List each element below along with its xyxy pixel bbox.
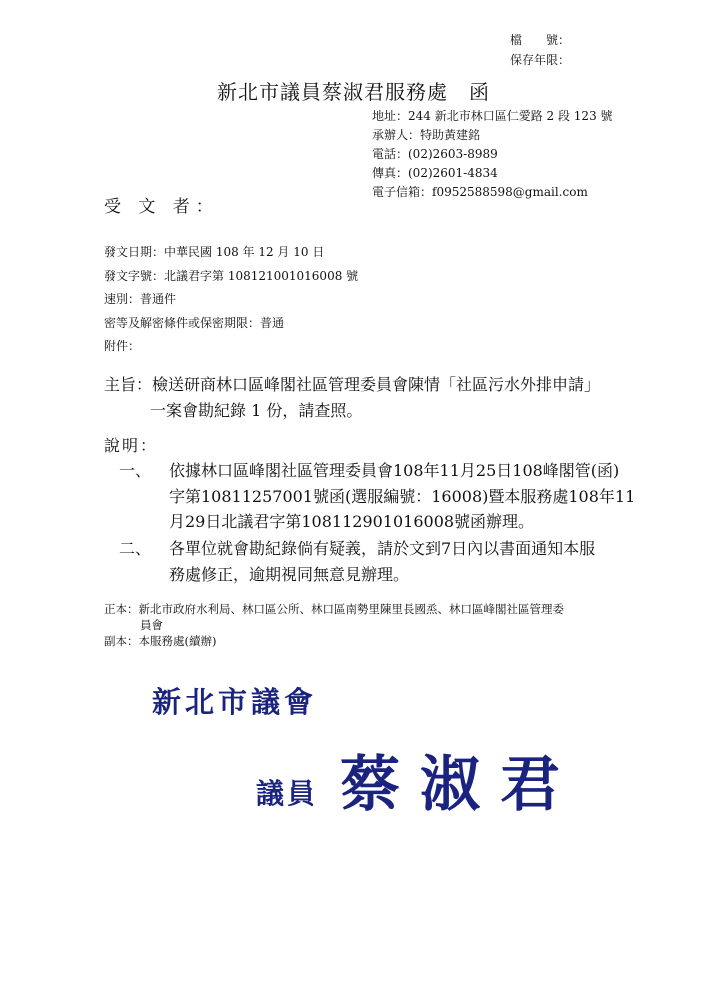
seal-council: 新北市議會 (152, 685, 318, 719)
speed: 速別：普通件 (104, 292, 177, 306)
contact-handler: 承辦人：特助黃建銘 (372, 128, 481, 142)
explanation-heading: 說明： (104, 436, 159, 455)
attachment: 附件： (104, 339, 141, 353)
retention-label: 保存年限： (510, 53, 571, 67)
contact-address: 地址：244 新北市林口區仁愛路 2 段 123 號 (372, 109, 613, 123)
contact-fax: 傳真：(02)2601-4834 (372, 166, 498, 180)
original-recipients-line-2: 員會 (140, 618, 163, 632)
duplicate-recipients: 副本：本服務處(續辦) (104, 634, 217, 648)
subject-block (104, 372, 600, 424)
item-number: 一、 (119, 461, 152, 480)
explanation-item (119, 536, 639, 588)
doc-number: 發文字號：北議君字第 108121001016008 號 (104, 268, 359, 283)
contact-block (372, 107, 613, 202)
contact-phone: 電話：(02)2603-8989 (372, 147, 498, 161)
explanation-item (119, 458, 639, 536)
seal-name: 蔡淑君 (340, 750, 580, 820)
meta-block (104, 241, 358, 359)
item-number: 二、 (119, 539, 152, 558)
copies-block (104, 601, 564, 649)
item-line: 月29日北議君字第108112901016008號函辦理。 (169, 512, 535, 531)
document-title: 新北市議員蔡淑君服務處 函 (217, 80, 490, 104)
original-recipients-line-1: 正本：新北市政府水利局、林口區公所、林口區南勢里陳里長國烝、林口區峰閣社區管理委 (104, 602, 564, 616)
item-line: 各單位就會勘紀錄倘有疑義，請於文到7日內以書面通知本服 (169, 539, 596, 558)
item-line: 務處修正，逾期視同無意見辦理。 (169, 564, 410, 584)
issue-date: 發文日期：中華民國 108 年 12 月 10 日 (104, 245, 325, 259)
file-info-block (510, 30, 570, 70)
item-line: 依據林口區峰閣社區管理委員會108年11月25日108峰閣管(函) (169, 461, 620, 480)
recipient-label: 受 文 者： (104, 197, 219, 217)
seal-title: 議員 (256, 777, 319, 810)
confidentiality: 密等及解密條件或保密期限：普通 (104, 315, 285, 330)
subject-line-2: 一案會勘紀錄 1 份，請查照。 (150, 401, 363, 420)
file-number-label: 檔 號： (510, 33, 571, 47)
item-line: 字第10811257001號函(選服編號：16008)暨本服務處108年11 (169, 486, 636, 506)
contact-email: 電子信箱：f0952588598@gmail.com (372, 185, 588, 199)
subject-line-1: 主旨：檢送研商林口區峰閣社區管理委員會陳情「社區污水外排申請」 (104, 375, 601, 394)
